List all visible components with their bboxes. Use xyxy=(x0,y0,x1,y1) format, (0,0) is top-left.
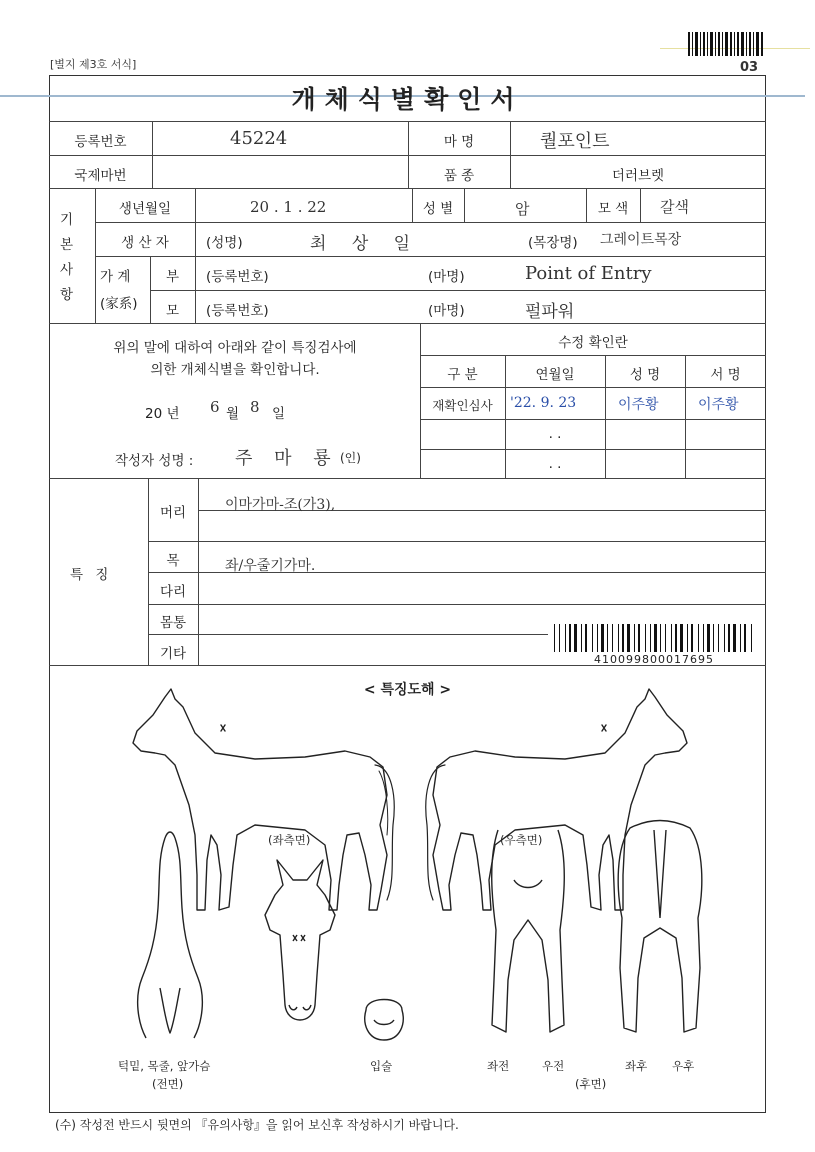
grid-line xyxy=(420,387,766,388)
feature-head-value: 이마가마-조(가3), xyxy=(225,497,336,513)
breed-label: 품 종 xyxy=(443,168,475,184)
grid-line xyxy=(195,188,196,323)
diagram-title: < 특징도해 > xyxy=(363,682,452,698)
breed-value: 더러브렛 xyxy=(611,168,665,184)
confirm-day-suffix: 일 xyxy=(272,406,286,422)
birth-date-label: 생년월일 xyxy=(118,201,172,217)
revision-header: 수정 확인란 xyxy=(558,335,628,351)
left-front-caption: 좌전 xyxy=(487,1059,510,1073)
revision-row1-type: 재확인심사 xyxy=(432,398,493,413)
coat-color-label: 모 색 xyxy=(597,201,629,217)
author-label: 작성자 성명 : xyxy=(115,453,194,469)
farm-name-value: 그레이트목장 xyxy=(600,232,682,248)
rear-label: (후면) xyxy=(575,1077,607,1091)
grid-line xyxy=(420,355,766,356)
right-side-caption: (우측면) xyxy=(500,833,543,847)
front-caption: 턱밑, 목줄, 앞가슴 xyxy=(118,1059,211,1073)
sire-name-value: Point of Entry xyxy=(525,263,652,284)
top-barcode xyxy=(688,32,764,56)
grid-line xyxy=(420,419,766,420)
dam-label: 모 xyxy=(165,303,180,319)
right-hind-caption: 우후 xyxy=(672,1059,695,1073)
lips-drawing xyxy=(358,990,410,1046)
grid-line xyxy=(150,290,766,291)
revision-row1-name: 이주황 xyxy=(618,397,659,413)
producer-name-value: 최 상 일 xyxy=(310,234,421,254)
sex-value: 암 xyxy=(515,200,530,218)
right-front-caption: 우전 xyxy=(542,1059,565,1073)
grid-line xyxy=(152,121,153,188)
confirm-text-line1: 위의 말에 대하여 아래와 같이 특징검사에 xyxy=(113,340,357,356)
grid-line xyxy=(198,478,199,665)
horse-name-label: 마 명 xyxy=(443,134,475,150)
dam-name-label: (마명) xyxy=(428,303,465,319)
feature-body-label: 몸통 xyxy=(159,615,187,631)
sire-name-label: (마명) xyxy=(428,269,465,285)
confirm-month-suffix: 월 xyxy=(226,406,240,422)
revision-row3-date: . . xyxy=(548,456,562,472)
confirm-date-day: 8 xyxy=(250,398,260,416)
grid-line xyxy=(148,604,766,605)
front-neck-drawing xyxy=(130,828,210,1043)
confirm-date-year: 20 년 xyxy=(145,406,180,422)
page-title: 개체식별확인서 xyxy=(291,85,524,114)
front-legs-drawing xyxy=(478,820,580,1045)
sire-reg-label: (등록번호) xyxy=(206,269,269,285)
revision-col-type: 구 분 xyxy=(447,367,478,383)
dam-reg-label: (등록번호) xyxy=(206,303,269,319)
grid-line xyxy=(148,541,766,542)
reg-number-label: 등록번호 xyxy=(74,134,127,150)
basic-side-label-2: 본 xyxy=(60,237,74,253)
features-side-label: 특 징 xyxy=(70,567,113,583)
confirm-date-month: 6 xyxy=(210,398,220,416)
left-side-caption: (좌측면) xyxy=(268,833,311,847)
grid-line xyxy=(49,323,766,324)
farm-name-label: (목장명) xyxy=(528,235,578,251)
grid-line xyxy=(640,188,641,222)
feature-leg-label: 다리 xyxy=(159,584,187,600)
barcode-number: 410099800017695 xyxy=(594,653,714,666)
intl-number-label: 국제마번 xyxy=(74,168,127,184)
grid-line xyxy=(420,449,766,450)
revision-col-sign: 서 명 xyxy=(710,367,741,383)
basic-side-label-3: 사 xyxy=(60,262,74,278)
feature-head-label: 머리 xyxy=(159,505,187,521)
author-value: 주 마 룡 xyxy=(235,448,339,469)
horse-name-value: 퀄포인트 xyxy=(540,131,610,152)
sex-label: 성 별 xyxy=(422,201,454,217)
document-barcode xyxy=(552,624,756,652)
revision-col-name: 성 명 xyxy=(629,367,661,383)
revision-row2-date: . . xyxy=(548,426,562,442)
footer-note: (수) 작성전 반드시 뒷면의 『유의사항』을 읽어 보신후 작성하시기 바랍니다. xyxy=(55,1118,459,1132)
pedigree-label: 가 계 xyxy=(100,269,131,285)
grid-line xyxy=(49,478,766,479)
feature-etc-label: 기타 xyxy=(159,646,187,662)
dam-name-value: 펄파워 xyxy=(525,302,575,322)
feature-neck-value: 좌/우줄기가마. xyxy=(225,558,316,574)
basic-side-label-1: 기 xyxy=(60,212,74,228)
seal-mark: (인) xyxy=(340,451,361,465)
grid-line xyxy=(148,634,548,635)
lips-caption: 입술 xyxy=(370,1059,393,1073)
grid-line xyxy=(464,188,465,222)
hind-view-drawing xyxy=(610,818,710,1046)
form-label: [별지 제3호 서식] xyxy=(50,58,137,71)
face-drawing xyxy=(255,855,345,1035)
producer-label: 생 산 자 xyxy=(121,235,169,251)
reg-number-value: 45224 xyxy=(230,128,288,149)
birth-date-value: 20 . 1 . 22 xyxy=(250,198,327,216)
sire-label: 부 xyxy=(165,269,180,285)
front-label: (전면) xyxy=(152,1077,184,1091)
page-number: 03 xyxy=(740,60,759,75)
coat-color-value: 갈색 xyxy=(660,198,689,216)
revision-col-date: 연월일 xyxy=(535,367,575,383)
grid-line xyxy=(49,188,766,189)
pedigree-hanja: (家系) xyxy=(100,296,138,312)
feature-neck-label: 목 xyxy=(166,553,180,569)
producer-name-label: (성명) xyxy=(206,235,243,251)
basic-side-label-4: 항 xyxy=(60,287,74,303)
left-hind-caption: 좌후 xyxy=(625,1059,648,1073)
confirm-text-line2: 의한 개체식별을 확인합니다. xyxy=(150,362,320,378)
revision-row1-sign: 이주황 xyxy=(698,397,739,413)
revision-row1-date: '22. 9. 23 xyxy=(510,395,577,411)
